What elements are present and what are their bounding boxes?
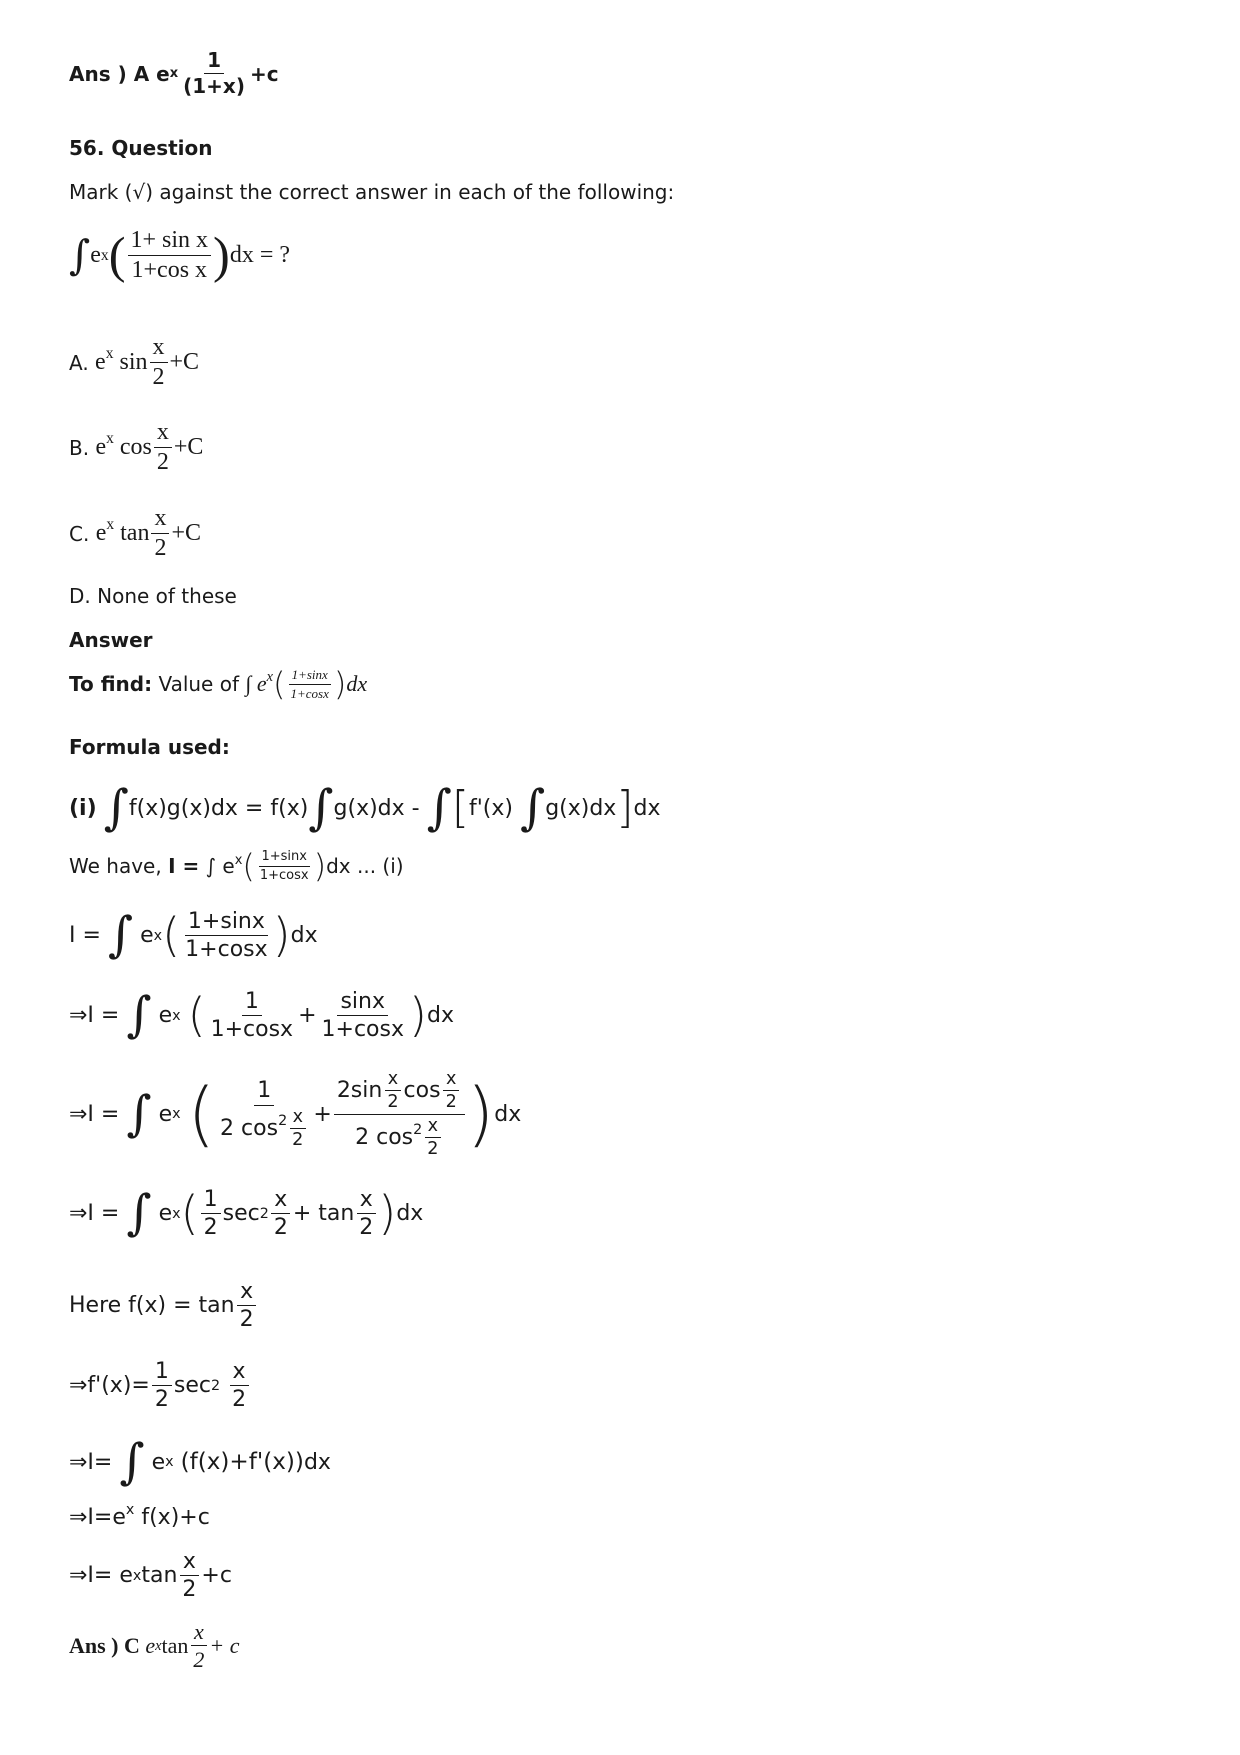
option-d[interactable]: D. None of these xyxy=(69,584,237,608)
to-find: To find: Value of ∫ $e^x$ ( $\frac{1+\sin x}{1+\cos x}$ ) dx xyxy=(69,665,368,704)
previous-answer: Ans ) A e x $\frac{1}{(1+x)}$ +c xyxy=(69,48,279,98)
step-5: ⇒I= ∫ e x (f(x)+f'(x)) dx xyxy=(69,1434,331,1490)
step-3: ⇒I = ∫ e x ( 1 2 $\cos^2$ $\frac{x}{2}$ + 2sin $\frac{x}{2}$ cos $\frac{x}{2}$ 2 $\cos^2$ $\frac{x}{2}$ ) dx xyxy=(69,1069,522,1160)
f-definition: Here f(x) = tan $\frac{x}{2}$ xyxy=(69,1280,259,1331)
option-a[interactable]: A. $e^x$ sin $\frac{x}{2}$ +C xyxy=(69,334,200,391)
final-answer: Ans ) C e x tan $\frac{x}{2}$ + c xyxy=(69,1619,240,1673)
step-6: $\Rightarrow I=e^x$ f(x)+c xyxy=(69,1502,210,1530)
question-instruction: Mark (√) against the correct answer in each of the following: xyxy=(69,180,675,204)
answer-heading: Answer xyxy=(69,628,153,652)
step-1: I = ∫ e x ( $\frac{1+\sin x}{1+\cos x}$ ) dx xyxy=(69,907,318,964)
integration-by-parts-formula: (i) ∫ f(x)g(x)dx = f(x) ∫ g(x)dx - ∫ [ f'(x) ∫ g(x)dx ] dx xyxy=(69,780,661,836)
we-have-line: We have, I = ∫ $e^x$ ( $\frac{1+\sin x}{1+\cos x}$ ) dx ... (i) xyxy=(69,847,404,886)
f-derivative: ⇒f'(x)= $\frac{1}{2}$ sec 2 $\frac{x}{2}$ xyxy=(69,1360,251,1411)
step-7: ⇒I= e x tan $\frac{x}{2}$ +c xyxy=(69,1549,232,1603)
option-b[interactable]: B. $e^x$ cos $\frac{x}{2}$ +C xyxy=(69,419,204,476)
question-heading: 56. Question xyxy=(69,136,213,160)
prev-answer-label: Ans ) A xyxy=(69,61,150,86)
prev-answer-fraction: $\frac{1}{(1+x)}$ xyxy=(183,48,245,98)
option-c[interactable]: C. $e^x$ tan $\frac{x}{2}$ +C xyxy=(69,505,202,562)
formula-heading: Formula used: xyxy=(69,735,230,759)
step-4: ⇒I = ∫ e x ( $\frac{1}{2}$ sec 2 $\frac{x}{2}$ + tan $\frac{x}{2}$ ) dx xyxy=(69,1185,424,1242)
step-2: ⇒I = ∫ e x ( $\frac{1}{1+\cos x}$ + $\frac{\sin x}{1+\cos x}$ ) dx xyxy=(69,987,454,1044)
question-integral: ∫ e x ( $\frac{\text{1+ sin x}}{\text{1+cos x}}$ ) dx = ? xyxy=(69,227,291,284)
